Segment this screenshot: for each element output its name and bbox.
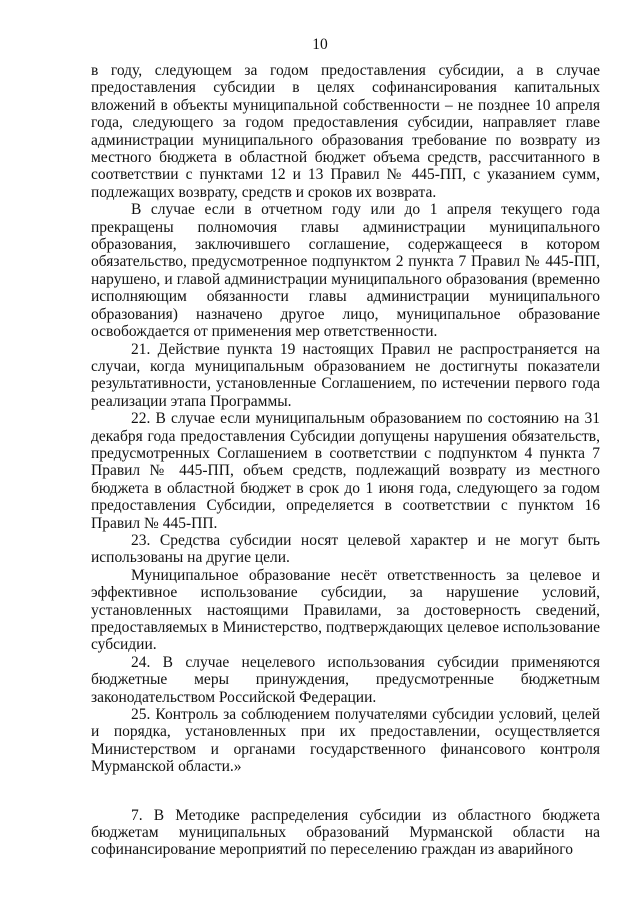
paragraph-responsibility: Муниципальное образование несёт ответственность за целевое и эффективное использование субсидии, за нарушение условий, установленных настоящими Правилами, за достоверность сведений, предоставляемых в Министерство, подтверждающих целевое использование субсидии. <box>91 566 600 654</box>
page-number: 10 <box>312 36 328 53</box>
paragraph-continuation: в году, следующем за годом предоставления субсидии, а в случае предоставления субсидии в целях софинансирования капитальных вложений в объекты муниципальной собственности – не позднее 10 апреля года, следующего за годом предоставления субсидии, направляет главе администрации муниципального образования требование по возврату из местного бюджета в областной бюджет объема средств, рассчитанного в соответствии с пунктами 12 и 13 Правил № 445-ПП, с указанием сумм, подлежащих возврату, средств и сроков их возврата. <box>91 62 600 201</box>
paragraph-item-7: 7. В Методике распределения субсидии из областного бюджета бюджетам муниципальных образований Мурманской области на софинансирование мероприятий по переселению граждан из аварийного <box>91 806 600 859</box>
paragraph-item-22: 22. В случае если муниципальным образованием по состоянию на 31 декабря года предоставления Субсидии допущены нарушения обязательств, предусмотренных Соглашением в соответствии с подпунктом 4 пункта 7 Правил № 445-ПП, объем средств, подлежащий возврату из местного бюджета в областной бюджет в срок до 1 июня года, следующего за годом предоставления Субсидии, определяется в соответствии с пунктом 16 Правил № 445-ПП. <box>91 410 600 532</box>
paragraph-item-24: 24. В случае нецелевого использования субсидии применяются бюджетные меры принуждения, предусмотренные бюджетным законодательством Российской Федерации. <box>91 653 600 706</box>
paragraph-spacer <box>91 776 600 807</box>
paragraph-termination-of-powers: В случае если в отчетном году или до 1 апреля текущего года прекращены полномочия главы администрации муниципального образования, заключившего соглашение, содержащееся в котором обязательство, предусмотренное подпунктом 2 пункта 7 Правил № 445-ПП, нарушено, и главой администрации муниципального образования (временно исполняющим обязанности главы администрации муниципального образования) назначено другое лицо, муниципальное образование освобождается от применения мер ответственности. <box>91 201 600 341</box>
paragraph-item-23: 23. Средства субсидии носят целевой характер и не могут быть использованы на другие цели. <box>91 531 600 567</box>
paragraph-item-25: 25. Контроль за соблюдением получателями субсидии условий, целей и порядка, установленных при их предоставлении, осуществляется Министерством и органами государственного финансового контроля Мурманской области.» <box>91 706 600 776</box>
document-body <box>91 62 600 859</box>
paragraph-item-21: 21. Действие пункта 19 настоящих Правил не распространяется на случаи, когда муниципальным образованием не достигнуты показатели результативности, установленные Соглашением, по истечении первого года реализации этапа Программы. <box>91 340 600 410</box>
